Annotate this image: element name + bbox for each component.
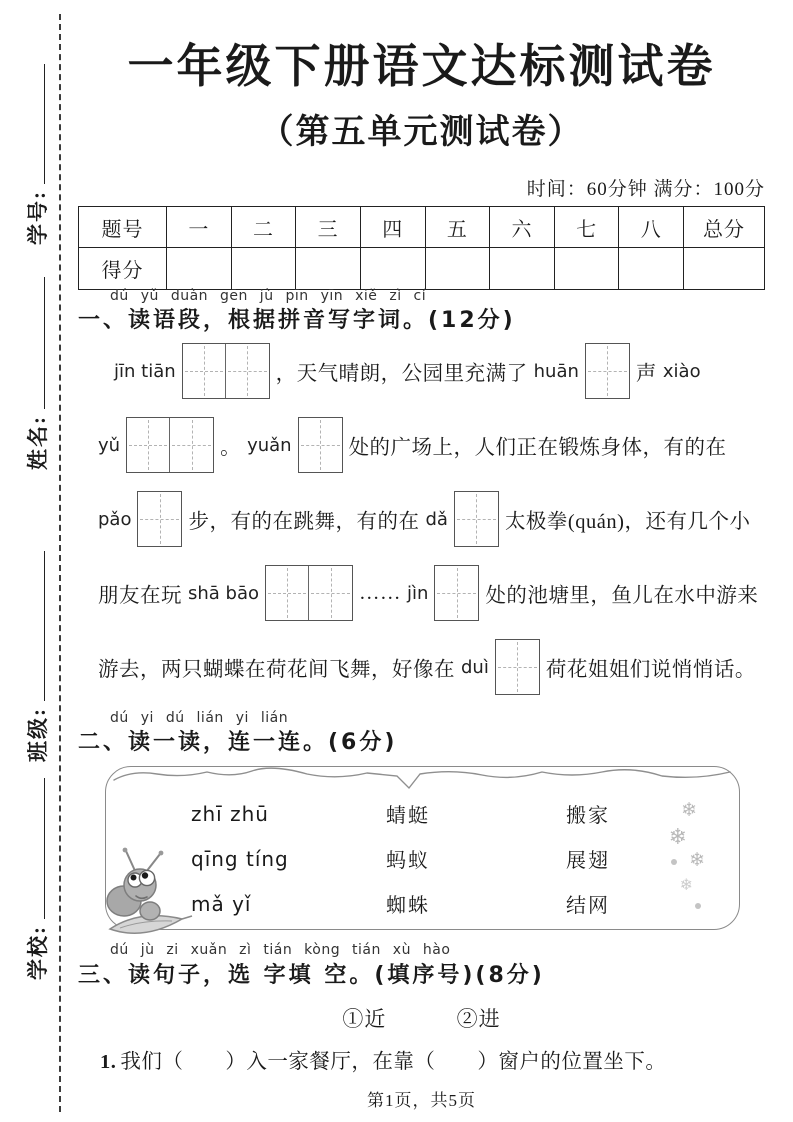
answer-grid-box[interactable]	[265, 565, 353, 621]
pinyin-hint: duì	[461, 656, 489, 678]
class-field	[22, 551, 52, 762]
grid-cell[interactable]	[435, 566, 478, 620]
sentence-text: 游去，两只蝴蝶在荷花间飞舞，好像在	[98, 659, 455, 681]
score-input-cell[interactable]	[232, 248, 297, 289]
section1-lines	[98, 334, 768, 704]
score-table-row-headers	[79, 207, 764, 248]
match-word-item[interactable]: 蜻蜓	[386, 805, 430, 827]
pinyin-hint: xiào	[662, 360, 701, 382]
answer-grid-box[interactable]	[454, 491, 499, 547]
grid-cell[interactable]	[170, 418, 213, 472]
pinyin-hint: dǎ	[425, 508, 448, 530]
section2-pinyin: dú yi dú lián yi lián	[110, 710, 289, 726]
binding-dashed-line	[59, 14, 61, 1112]
snowflake-icon: ❄	[681, 799, 697, 821]
question-1	[78, 1044, 765, 1074]
match-pinyin-item[interactable]: mǎ yǐ	[191, 891, 252, 916]
score-input-cell[interactable]	[555, 248, 620, 289]
match-grid	[106, 791, 739, 926]
option-1[interactable]: ①近	[342, 1007, 387, 1031]
sentence-text: ……	[359, 581, 402, 604]
score-label-cell: 得分	[79, 248, 167, 289]
pinyin-hint: yuǎn	[247, 434, 292, 456]
student-number-label: 学号:	[26, 190, 50, 245]
fill-line	[98, 482, 768, 556]
match-pinyin-item[interactable]: qīng tíng	[191, 846, 289, 871]
match-word-item[interactable]: 蚂蚁	[386, 850, 430, 872]
school-input-line[interactable]	[41, 778, 45, 919]
sentence-text: ，天气晴朗，公园里充满了	[275, 363, 528, 385]
sentence-text: 处的广场上，人们正在锻炼身体，有的在	[348, 437, 727, 459]
grid-cell[interactable]	[127, 418, 170, 472]
score-table-header-cell: 二	[232, 207, 297, 247]
snow-cap-decoration	[112, 764, 734, 794]
answer-grid-box[interactable]	[585, 343, 630, 399]
section3-title: 三、读句子，选 字填 空。(填序号)(8分)	[78, 963, 545, 988]
name-label: 姓名:	[26, 415, 50, 470]
snowflake-icon: ❄	[668, 825, 687, 850]
grid-cell[interactable]	[138, 492, 181, 546]
fill-line	[98, 408, 768, 482]
score-table-header-cell: 三	[296, 207, 361, 247]
pinyin-hint: jīn tiān	[114, 360, 176, 382]
grid-cell[interactable]	[309, 566, 352, 620]
grid-cell[interactable]	[586, 344, 629, 398]
pinyin-hint: jìn	[407, 582, 429, 604]
option-2[interactable]: ②进	[456, 1007, 501, 1031]
sentence-text: 朋友在玩	[98, 585, 182, 607]
answer-grid-box[interactable]	[126, 417, 214, 473]
answer-grid-box[interactable]	[298, 417, 343, 473]
score-table-header-cell: 题号	[79, 207, 167, 247]
class-input-line[interactable]	[41, 551, 45, 701]
school-field	[22, 778, 52, 980]
snowflake-icon: ❄	[679, 875, 693, 894]
class-label: 班级:	[26, 707, 50, 762]
score-table-row-scores	[79, 248, 764, 289]
score-input-cell[interactable]	[167, 248, 232, 289]
fill-line	[98, 630, 768, 704]
name-field	[22, 277, 52, 470]
score-input-cell[interactable]	[361, 248, 426, 289]
score-table-header-cell: 七	[555, 207, 620, 247]
score-input-cell[interactable]	[426, 248, 491, 289]
pinyin-hint: yǔ	[98, 434, 121, 456]
match-row	[191, 836, 739, 881]
student-number-field	[22, 64, 52, 245]
answer-grid-box[interactable]	[137, 491, 182, 547]
student-number-input-line[interactable]	[41, 64, 45, 184]
time-score-info: 时间：60分钟 满分：100分	[526, 179, 765, 200]
grid-cell[interactable]	[455, 492, 498, 546]
grid-cell[interactable]	[496, 640, 539, 694]
match-row	[191, 791, 739, 836]
ant-mascot-icon	[90, 845, 194, 953]
section1-title: 一、读语段，根据拼音写字词。(12分)	[78, 308, 516, 333]
sentence-text: 步，有的在跳舞，有的在	[188, 511, 420, 533]
grid-cell[interactable]	[266, 566, 309, 620]
grid-cell[interactable]	[226, 344, 269, 398]
score-table-header-cell: 四	[361, 207, 426, 247]
answer-grid-box[interactable]	[495, 639, 540, 695]
sentence-text: 太极拳(quán)，还有几个小	[504, 511, 751, 533]
grid-cell[interactable]	[183, 344, 226, 398]
question-text: 我们（ ）入一家餐厅，在靠（ ）窗户的位置坐下。	[120, 1051, 667, 1073]
pinyin-hint: pǎo	[98, 508, 132, 530]
section1-pinyin: dú yǔ duàn gēn jù pīn yīn xiě zì cí	[110, 288, 427, 304]
answer-grid-box[interactable]	[434, 565, 479, 621]
score-table-header-cell: 一	[167, 207, 232, 247]
score-table-header-cell: 八	[619, 207, 684, 247]
fill-line	[98, 334, 768, 408]
score-table-header-cell: 总分	[703, 218, 745, 241]
match-pinyin-item[interactable]: zhī zhū	[191, 801, 269, 826]
section3-pinyin: dú jù zi xuǎn zì tián kòng tián xù hào	[110, 942, 451, 958]
pinyin-hint: shā bāo	[188, 582, 260, 604]
score-table-header-cell: 五	[426, 207, 491, 247]
match-action-item[interactable]: 结网	[566, 895, 610, 917]
score-input-cell[interactable]	[296, 248, 361, 289]
page-subtitle: （第五单元测试卷）	[259, 114, 584, 151]
fill-line	[98, 556, 768, 630]
sentence-text: 声	[635, 363, 657, 385]
page-title: 一年级下册语文达标测试卷	[127, 41, 716, 92]
snowflake-icon: ❄	[689, 849, 705, 871]
score-table-header-cell: 六	[490, 207, 555, 247]
match-word-item[interactable]: 蜘蛛	[386, 895, 430, 917]
question-number: 1.	[100, 1051, 117, 1073]
section3-options	[78, 1003, 765, 1033]
match-action-item[interactable]: 展翅	[566, 850, 610, 872]
match-row	[191, 881, 739, 926]
score-input-cell[interactable]	[684, 248, 764, 289]
page-footer: 第1页，共5页	[367, 1091, 476, 1110]
sentence-text: 荷花姐姐们说悄悄话。	[545, 659, 756, 681]
school-label: 学校:	[26, 925, 50, 980]
name-input-line[interactable]	[41, 277, 45, 409]
score-input-cell[interactable]	[619, 248, 684, 289]
dot-decoration	[695, 903, 701, 909]
score-input-cell[interactable]	[490, 248, 555, 289]
sentence-text: 处的池塘里，鱼儿在水中游来	[485, 585, 759, 607]
match-action-item[interactable]: 搬家	[566, 805, 610, 827]
match-exercise-box	[105, 766, 740, 930]
sentence-text: 。	[220, 437, 242, 459]
pinyin-hint: huān	[533, 360, 579, 382]
score-table	[78, 206, 765, 290]
grid-cell[interactable]	[299, 418, 342, 472]
dot-decoration	[671, 859, 677, 865]
section2-title: 二、读一读，连一连。(6分)	[78, 730, 398, 755]
answer-grid-box[interactable]	[182, 343, 270, 399]
